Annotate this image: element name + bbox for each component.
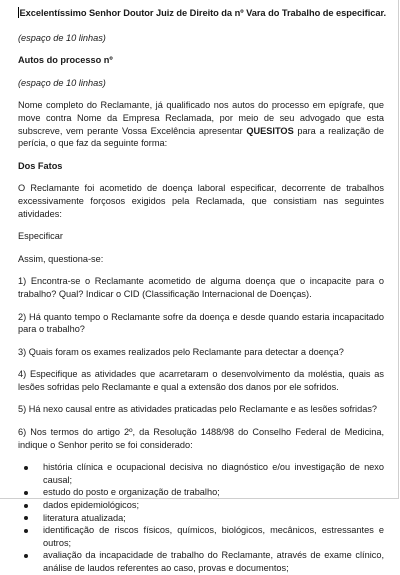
criteria-item-text: literatura atualizada; [43,512,126,523]
spacing-note: (espaço de 10 linhas) [18,77,106,88]
facts-heading: Dos Fatos [18,160,63,171]
criteria-item [18,461,384,486]
bullet-icon [24,529,28,533]
criteria-item-text: história clínica e ocupacional decisiva no diagnóstico e/ou investigação de nexo causal; [43,462,384,485]
question-item: 3) Quais foram os exames realizados pelo Reclamante para detectar a doença? [18,346,344,357]
criteria-item [18,486,384,499]
specify-placeholder: Especificar [18,231,63,242]
criteria-list [18,461,384,574]
criteria-item-text: avaliação da incapacidade de trabalho do Reclamante, através de exame clínico, análise de laudos referentes ao caso, provas e documentos; [43,550,384,573]
intro-emphasis: QUESITOS [246,125,294,136]
bullet-icon [24,554,28,558]
facts-paragraph: O Reclamante foi acometido de doença laboral especificar, decorrente de trabalhos excessivamente forçosos exigidos pela Reclamada, que consistiam nas seguintes atividades: [18,183,384,219]
criteria-item [18,499,384,512]
criteria-item [18,512,384,525]
bullet-icon [24,504,28,508]
question-item: 6) Nos termos do artigo 2º, da Resolução 1488/98 do Conselho Federal de Medicina, indique o Senhor perito se foi considerado: [18,427,384,450]
document-body [18,7,387,575]
criteria-item [18,549,384,574]
bullet-icon [24,516,28,520]
question-item: 2) Há quanto tempo o Reclamante sofre da doença e desde quando estaria incapacitado para o trabalho? [18,311,384,335]
criteria-item-text: dados epidemiológicos; [43,500,140,511]
spacing-note: (espaço de 10 linhas) [18,32,106,43]
question-item: 1) Encontra-se o Reclamante acometido de alguma doença que o incapacite para o trabalho? Qual? Indicar o CID (Classificação Internacional de Doenças). [18,276,384,299]
bullet-icon [24,466,28,470]
question-item: 4) Especifique as atividades que acarretaram o desenvolvimento da moléstia, quais as lesões sofridas pelo Reclamante e qual a extensão dos danos por ele sofridos. [18,369,384,392]
case-number-label: Autos do processo nº [18,55,113,66]
bullet-icon [24,491,28,495]
document-title-text: Excelentíssimo Senhor Doutor Juiz de Direito da nº Vara do Trabalho de especificar. [19,8,387,18]
questions-intro: Assim, questiona-se: [18,253,104,264]
intro-paragraph [18,99,384,149]
criteria-item-text: identificação de riscos físicos, químicos, biológicos, mecânicos, estressantes e outros; [43,525,384,548]
criteria-item-text: estudo do posto e organização de trabalho; [43,487,220,498]
intro-text-end: para a realização de perícia, o que faz da seguinte forma: [18,125,385,149]
document-title [18,7,387,20]
criteria-item [18,524,384,549]
intro-text: Nome completo do Reclamante, já qualificado nos autos do processo em epígrafe, que move contra Nome da Empresa Reclamada, por meio de seu advogado que esta subscreve, vem perante Vossa Excelência apresentar [18,100,384,136]
question-item: 5) Há nexo causal entre as atividades praticadas pelo Reclamante e as lesões sofridas? [18,404,378,415]
